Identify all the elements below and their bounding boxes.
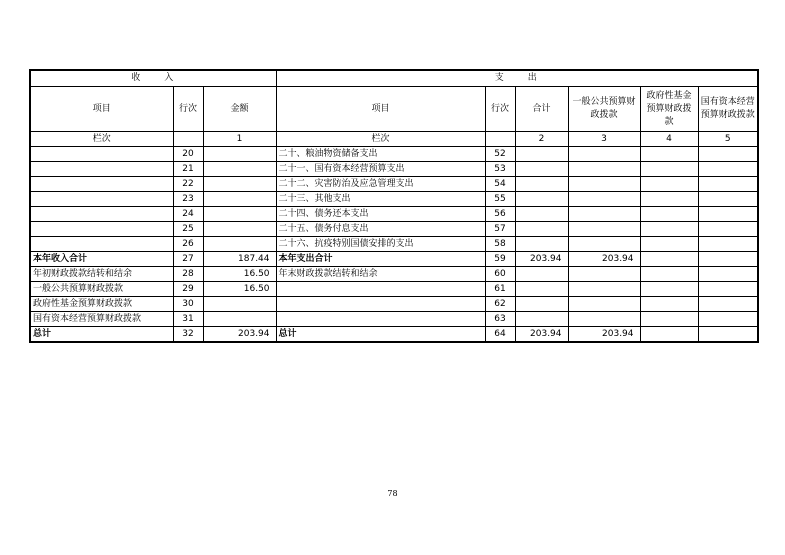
section-header-row — [30, 70, 758, 87]
gov-fund-cell — [640, 267, 698, 282]
gov-fund-cell — [640, 192, 698, 207]
income-item-cell: 年初财政拨款结转和结余 — [30, 267, 173, 282]
financial-appropriation-table — [29, 69, 759, 343]
amount-cell: 16.50 — [203, 267, 276, 282]
state-capital-cell — [698, 207, 758, 222]
amount-cell — [203, 177, 276, 192]
table-row — [30, 252, 758, 267]
general-budget-cell — [568, 297, 640, 312]
expenditure-item-cell: 二十一、国有资本经营预算支出 — [276, 162, 485, 177]
col-index-2: 2 — [515, 132, 568, 147]
income-line-cell: 25 — [173, 222, 203, 237]
column-index-row — [30, 132, 758, 147]
col-index-3: 3 — [568, 132, 640, 147]
expenditure-line-cell: 64 — [485, 327, 515, 343]
state-capital-cell — [698, 312, 758, 327]
income-item-cell: 一般公共预算财政拨款 — [30, 282, 173, 297]
income-item-cell — [30, 207, 173, 222]
table-row — [30, 282, 758, 297]
table-row — [30, 267, 758, 282]
expenditure-line-cell: 63 — [485, 312, 515, 327]
state-capital-cell — [698, 147, 758, 162]
general-budget-cell — [568, 207, 640, 222]
total-cell — [515, 222, 568, 237]
gov-fund-cell — [640, 177, 698, 192]
income-line-cell: 24 — [173, 207, 203, 222]
table-row — [30, 327, 758, 343]
gov-fund-cell — [640, 162, 698, 177]
total-cell — [515, 297, 568, 312]
income-line-cell: 26 — [173, 237, 203, 252]
income-line-cell: 21 — [173, 162, 203, 177]
col-index-1: 1 — [203, 132, 276, 147]
col-label-income: 栏次 — [30, 132, 173, 147]
gov-fund-cell — [640, 327, 698, 343]
income-line-header: 行次 — [173, 87, 203, 132]
income-line-cell: 20 — [173, 147, 203, 162]
table-row — [30, 192, 758, 207]
gov-fund-cell — [640, 237, 698, 252]
income-line-cell: 23 — [173, 192, 203, 207]
income-line-cell: 27 — [173, 252, 203, 267]
expenditure-line-cell: 61 — [485, 282, 515, 297]
general-budget-cell — [568, 192, 640, 207]
amount-cell — [203, 207, 276, 222]
total-cell — [515, 237, 568, 252]
income-section-header: 收 入 — [30, 70, 276, 87]
total-cell — [515, 192, 568, 207]
total-cell — [515, 162, 568, 177]
general-budget-cell — [568, 267, 640, 282]
expenditure-item-cell: 总计 — [276, 327, 485, 343]
state-capital-cell — [698, 162, 758, 177]
total-cell: 203.94 — [515, 252, 568, 267]
table-row — [30, 177, 758, 192]
total-cell — [515, 207, 568, 222]
general-budget-cell — [568, 312, 640, 327]
amount-cell — [203, 237, 276, 252]
income-line-cell: 30 — [173, 297, 203, 312]
table-body — [30, 147, 758, 343]
total-cell — [515, 147, 568, 162]
empty-cell — [173, 132, 203, 147]
expenditure-item-cell: 二十三、其他支出 — [276, 192, 485, 207]
expenditure-item-cell: 二十、粮油物资储备支出 — [276, 147, 485, 162]
table-row — [30, 297, 758, 312]
income-line-cell: 31 — [173, 312, 203, 327]
state-capital-cell — [698, 297, 758, 312]
state-capital-cell — [698, 252, 758, 267]
general-budget-cell — [568, 282, 640, 297]
expenditure-line-cell: 58 — [485, 237, 515, 252]
col-index-4: 4 — [640, 132, 698, 147]
income-line-cell: 22 — [173, 177, 203, 192]
page-number: 78 — [387, 489, 398, 498]
expenditure-line-cell: 56 — [485, 207, 515, 222]
expenditure-item-cell — [276, 297, 485, 312]
general-budget-cell: 203.94 — [568, 252, 640, 267]
general-budget-cell — [568, 177, 640, 192]
income-line-cell: 29 — [173, 282, 203, 297]
state-capital-cell — [698, 177, 758, 192]
expenditure-item-header: 项目 — [276, 87, 485, 132]
expenditure-item-cell: 二十五、债务付息支出 — [276, 222, 485, 237]
state-capital-cell — [698, 327, 758, 343]
table-row — [30, 237, 758, 252]
amount-cell — [203, 297, 276, 312]
amount-cell: 187.44 — [203, 252, 276, 267]
total-cell — [515, 282, 568, 297]
income-item-cell — [30, 237, 173, 252]
expenditure-item-cell: 二十四、债务还本支出 — [276, 207, 485, 222]
expenditure-line-cell: 53 — [485, 162, 515, 177]
col-index-5: 5 — [698, 132, 758, 147]
amount-cell — [203, 192, 276, 207]
state-capital-cell — [698, 282, 758, 297]
income-item-cell: 总计 — [30, 327, 173, 343]
income-item-cell — [30, 177, 173, 192]
state-capital-cell — [698, 192, 758, 207]
amount-cell — [203, 222, 276, 237]
expenditure-item-cell: 二十六、抗疫特别国债安排的支出 — [276, 237, 485, 252]
expenditure-item-cell: 本年支出合计 — [276, 252, 485, 267]
income-item-cell — [30, 147, 173, 162]
total-cell — [515, 177, 568, 192]
general-budget-cell — [568, 147, 640, 162]
expenditure-section-header: 支 出 — [276, 70, 758, 87]
total-cell — [515, 312, 568, 327]
total-cell: 203.94 — [515, 327, 568, 343]
state-capital-cell — [698, 222, 758, 237]
gov-fund-cell — [640, 282, 698, 297]
gov-fund-cell — [640, 297, 698, 312]
expenditure-item-cell: 二十二、灾害防治及应急管理支出 — [276, 177, 485, 192]
general-budget-cell — [568, 237, 640, 252]
table-row — [30, 222, 758, 237]
general-budget-header: 一般公共预算财政拨款 — [568, 87, 640, 132]
income-item-cell — [30, 162, 173, 177]
state-capital-cell — [698, 237, 758, 252]
expenditure-line-cell: 52 — [485, 147, 515, 162]
amount-cell — [203, 312, 276, 327]
expenditure-item-cell: 年末财政拨款结转和结余 — [276, 267, 485, 282]
gov-fund-cell — [640, 147, 698, 162]
amount-header: 金额 — [203, 87, 276, 132]
expenditure-line-cell: 59 — [485, 252, 515, 267]
income-line-cell: 28 — [173, 267, 203, 282]
general-budget-cell — [568, 162, 640, 177]
income-item-cell: 国有资本经营预算财政拨款 — [30, 312, 173, 327]
total-header: 合计 — [515, 87, 568, 132]
general-budget-cell — [568, 222, 640, 237]
total-cell — [515, 267, 568, 282]
general-budget-cell: 203.94 — [568, 327, 640, 343]
expenditure-line-cell: 57 — [485, 222, 515, 237]
gov-fund-cell — [640, 312, 698, 327]
state-capital-header: 国有资本经营预算财政拨款 — [698, 87, 758, 132]
table-row — [30, 162, 758, 177]
expenditure-line-header: 行次 — [485, 87, 515, 132]
income-item-header: 项目 — [30, 87, 173, 132]
expenditure-item-cell — [276, 312, 485, 327]
income-item-cell: 本年收入合计 — [30, 252, 173, 267]
gov-fund-cell — [640, 207, 698, 222]
table-row — [30, 312, 758, 327]
col-label-expenditure: 栏次 — [276, 132, 485, 147]
expenditure-line-cell: 60 — [485, 267, 515, 282]
expenditure-item-cell — [276, 282, 485, 297]
income-item-cell — [30, 192, 173, 207]
income-line-cell: 32 — [173, 327, 203, 343]
state-capital-cell — [698, 267, 758, 282]
income-item-cell: 政府性基金预算财政拨款 — [30, 297, 173, 312]
column-header-row — [30, 87, 758, 132]
expenditure-line-cell: 55 — [485, 192, 515, 207]
table-row — [30, 207, 758, 222]
empty-cell — [485, 132, 515, 147]
gov-fund-cell — [640, 252, 698, 267]
income-item-cell — [30, 222, 173, 237]
table-row — [30, 147, 758, 162]
gov-fund-header: 政府性基金预算财政拨款 — [640, 87, 698, 132]
amount-cell — [203, 162, 276, 177]
amount-cell: 16.50 — [203, 282, 276, 297]
expenditure-line-cell: 54 — [485, 177, 515, 192]
expenditure-line-cell: 62 — [485, 297, 515, 312]
amount-cell — [203, 147, 276, 162]
gov-fund-cell — [640, 222, 698, 237]
amount-cell: 203.94 — [203, 327, 276, 343]
